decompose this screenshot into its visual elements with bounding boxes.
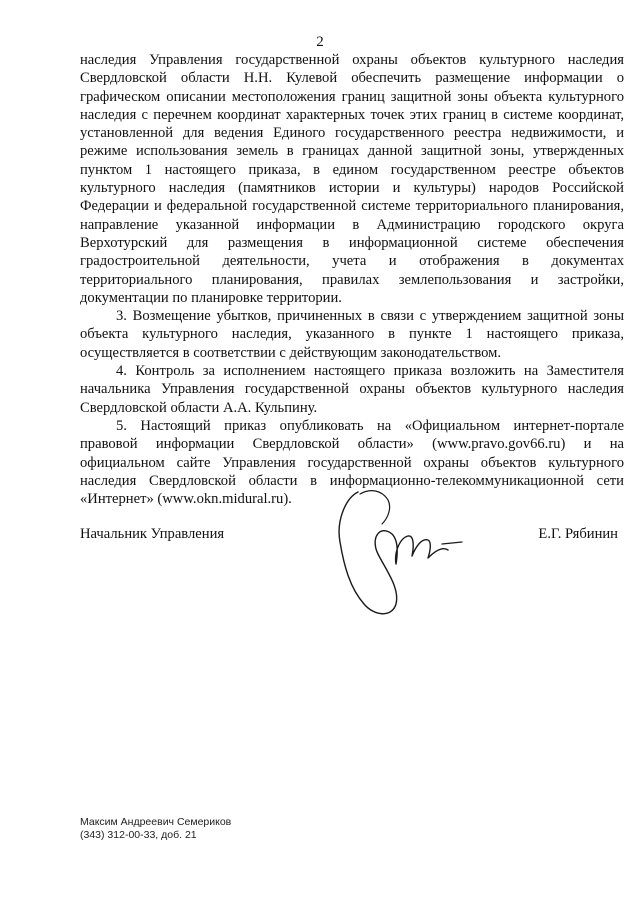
paragraph-item-5: 5. Настоящий приказ опубликовать на «Официальном интернет-портале правовой информации Свердловской области» (www.pravo.gov66.ru) и на официальном сайте Управления государственной охраны объектов культурного наследия Свердловской области в информационно-телекоммуникационной сети «Интернет» (www.okn.midural.ru). — [80, 417, 624, 508]
signatory-name: Е.Г. Рябинин — [538, 526, 618, 542]
contact-block — [80, 816, 231, 842]
paragraph-continuation: наследия Управления государственной охраны объектов культурного наследия Свердловской области Н.Н. Кулевой обеспечить размещение информации о графическом описании местоположения границ защитной зоны объекта культурного наследия с перечнем координат характерных точек этих границ в системе координат, установленной для ведения Единого государственного реестра недвижимости, и режиме использования земель в границах данной защитной зоны, утвержденных пунктом 1 настоящего приказа, в едином государственном реестре объектов культурного наследия (памятников истории и культуры) народов Российской Федерации и федеральной государственной системе территориального планирования, направление указанной информации в Администрацию городского округа Верхотурский для размещения в информационной системе обеспечения градостроительной деятельности, учета и отображения в документах территориального планирования, правилах землепользования и застройки, документации по планировке территории. — [80, 52, 624, 306]
paragraph-item-3: 3. Возмещение убытков, причиненных в связи с утверждением защитной зоны объекта культурного наследия, указанного в пункте 1 настоящего приказа, осуществляется в соответствии с действующим законодательством. — [80, 308, 624, 361]
document-body — [80, 51, 624, 508]
contact-phone: (343) 312-00-33, доб. 21 — [80, 829, 197, 841]
paragraph-item-4: 4. Контроль за исполнением настоящего приказа возложить на Заместителя начальника Управления государственной охраны объектов культурного наследия Свердловской области А.А. Кульпину. — [80, 363, 624, 416]
signatory-title: Начальник Управления — [80, 526, 225, 542]
contact-name: Максим Андреевич Семериков — [80, 816, 232, 828]
handwritten-signature-icon — [330, 480, 470, 630]
page-number: 2 — [316, 34, 324, 50]
